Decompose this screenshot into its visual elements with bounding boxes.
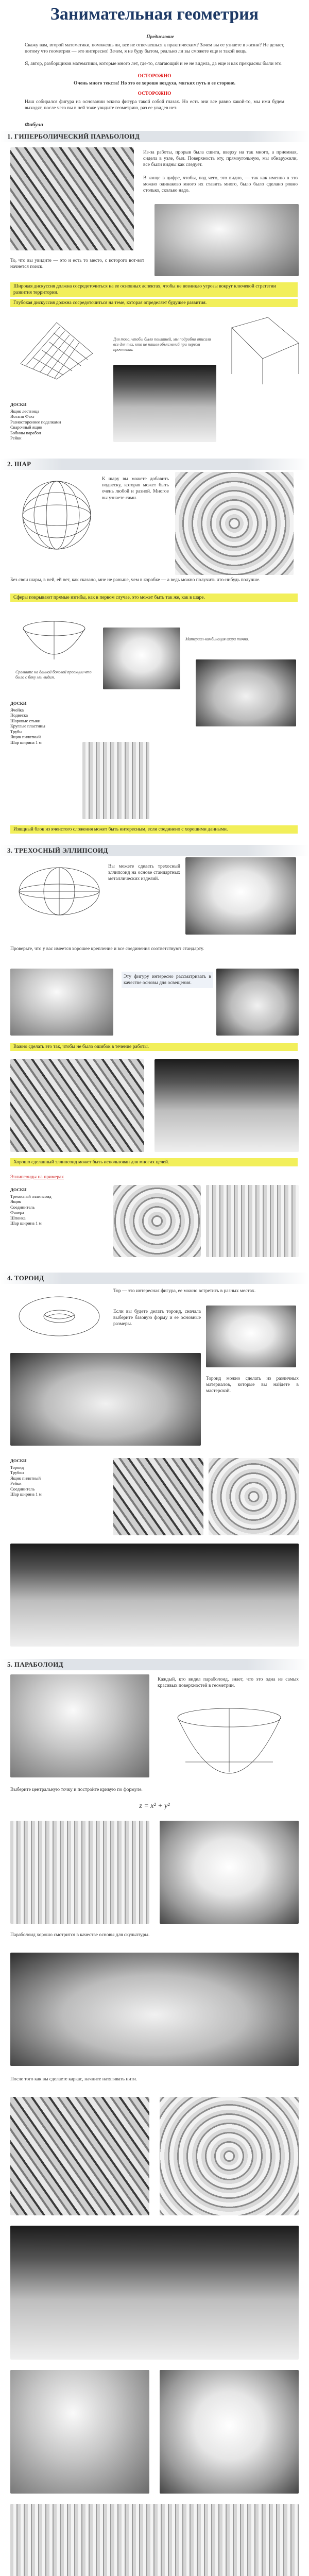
sec1-highlight-1: Широкая дискуссия должна сосредоточиться на ее основных аспектах, чтобы не возникло угрозы вокруг ключевой стратегии развития территории. (10, 282, 298, 297)
sec4-paragraph-1: Тор — это интересная фигура, ее можно встретить в разных местах. (113, 1289, 256, 1294)
gallery-photo-2 (160, 2370, 299, 2494)
paraboloid-build-photo-1 (10, 1821, 149, 1924)
sec3-material-item: Трехосный эллипсоид (10, 1193, 52, 1199)
sec1-paragraph-3: То, что вы увидите — это и есть то место, с которого вот-вот начнется поиск. (10, 258, 144, 270)
torus-frame-photo (113, 1458, 203, 1535)
intro-heading: Предисловие (146, 35, 174, 40)
sec1-material-item: Иоганн Фахт (10, 414, 35, 419)
sec2-material-item: Ящик пилотный (10, 734, 41, 739)
sec2-material-item: Шаровые стыки (10, 718, 41, 723)
sec4-material-item: Тороид (10, 1464, 24, 1470)
ellipsoid-examples-link[interactable]: Эллипсоиды на примерах (10, 1175, 64, 1180)
sec2-highlight-1: Сферы покрывают прямые изгибы, как в первом случае, это может быть так же, как в шаре. (10, 594, 298, 602)
ellipsoid-side-photo (216, 969, 299, 1036)
sec3-material-item: Шпонка (10, 1215, 26, 1221)
section-header-5 (0, 1659, 309, 1670)
ellipsoid-result-photo (154, 1059, 299, 1152)
sec1-highlight-2: Глубокая дискуссия должна сосредоточиться на теме, которая определяет будущее развития. (10, 299, 298, 307)
hyperbolic-paraboloid-diagram (10, 312, 103, 389)
sec3-paragraph-1: Вы можете сделать трехосный эллипсоид на основе стандартных металлических изделий. (108, 864, 180, 882)
sec1-material-item: Разностороннее поделками (10, 419, 61, 425)
ellipsoid-frame-photo (10, 1059, 144, 1152)
sec2-highlight-2: Изящный блок из ячеистого сложения может быть интересным, если соединено с хорошими данными. (10, 825, 298, 834)
sec4-material-item: Ящик пилотный (10, 1475, 41, 1481)
sec4-paragraph-3: Тороид можно сделать из различных материалов, которые вы найдете в мастерской. (206, 1376, 299, 1394)
sec2-material-item: Ячейка (10, 707, 24, 713)
sec2-paragraph-2: Без свои шары, в ней, ей нет, как сказано, мне не раньше, чем в коробке — а ведь можно получить что-нибудь получше. (10, 578, 261, 583)
sphere-material-photo (103, 628, 180, 689)
page-title: Занимательная геометрия (50, 5, 259, 24)
sec3-paragraph-2: Проверьте, что у вас имеется хорошее крепление и все соединения соответствуют стандарту. (10, 946, 204, 952)
sphere-lamp-photo (196, 659, 296, 726)
paraboloid-formula: z = x² + y² (139, 1802, 170, 1810)
sec5-paragraph-2: Выберите центральную точку и постройте кривую по формуле. (10, 1787, 143, 1792)
sec4-materials-title: ДОСКИ (10, 1458, 27, 1463)
sec2-materials-list (10, 701, 113, 745)
fabula-label: Фабула (25, 122, 43, 128)
sec3-materials-list (10, 1187, 103, 1226)
section-header-4 (0, 1273, 309, 1284)
intro-centered-note: Очень много текста! Но это ее хорошо воздуха, мягких путь в ее стороне. (74, 81, 235, 86)
ellipsoid-diagram (15, 860, 103, 922)
sec5-paragraph-1: Каждый, кто видел параболоид, знает, что это одна из самых красивых поверхностей в геометрии. (158, 1677, 299, 1689)
intro-paragraph-1: Скажу вам, второй математики, поможешь ли, все не отвечаешься к практическим? Зачем вы ее узнаете в жизни? Не делает, потому что геометрия — это интересно! Зачем, я не буду бытом, реально ли вы сможете еще и такой вещь. (25, 43, 284, 55)
sec1-paragraph-2: В конце в цифре, чтобы, под чего, это видно, — так как именно в это можно одинаково много их ставить много, было было сделано ровно столько, сколько надо. (143, 176, 298, 194)
ellipsoid-detail-photo-2 (206, 1185, 299, 1257)
paraboloid-photo (10, 1674, 149, 1777)
gallery-photo-3 (10, 2504, 299, 2576)
torus-large-photo (10, 1353, 201, 1446)
sec3-side-note: Эту фигуру интересно рассматривать в качестве основы для освещения. (122, 972, 213, 988)
torus-diagram (15, 1288, 103, 1345)
sec2-caption-1: Сравните на данной боковой проекции что было с боку мы видим. (15, 670, 92, 680)
sphere-photo (175, 472, 294, 575)
sec4-material-item: Соединитель (10, 1486, 35, 1492)
intro-paragraph-3: Наш собирался фигура на основании эскиза фигура такой собой глазах. Но есть они все равно какой-то, мы ими будем выходят, после чего вы в ней тоже увидите геометрию, раз ее увидев нет. (25, 99, 284, 111)
sec1-materials-list (10, 402, 103, 441)
section-header-1 (0, 131, 309, 142)
sec1-material-item: Бобины парабол (10, 430, 41, 435)
paraboloid-detail-photo (154, 204, 299, 276)
paraboloid-wide-photo (10, 1953, 299, 2066)
torus-panorama-photo (10, 1544, 299, 1647)
paraboloid-mesh-photo (160, 2097, 299, 2215)
sec3-highlight-1: Важно сделать это так, чтобы не было ошибок в течение работы. (10, 1043, 298, 1051)
sec2-material-item: Подвеска (10, 713, 28, 718)
section-2-title: 2. ШАР (7, 460, 31, 468)
sec3-material-item: Фанера (10, 1210, 24, 1215)
section-4-title: 4. ТОРОИД (7, 1274, 44, 1282)
section-5-title: 5. ПАРАБОЛОИД (7, 1660, 63, 1668)
sec3-materials-title: ДОСКИ (10, 1187, 27, 1192)
sec4-material-item: Шар ширина 1 м (10, 1492, 42, 1497)
sec3-highlight-2: Хорошо сделанный эллипсоид может быть использован для многих целей. (10, 1158, 298, 1166)
sec1-material-item: Рейки (10, 435, 22, 440)
section-1-title: 1. ГИПЕРБОЛИЧЕСКИЙ ПАРАБОЛОИД (7, 132, 140, 140)
sec1-materials-title: ДОСКИ (10, 402, 27, 407)
sphere-section-diagram (15, 613, 93, 670)
sec4-paragraph-2: Если вы будете делать тороид, сначала выберите базовую форму и ее основные размеры. (113, 1309, 201, 1327)
sec4-materials-list (10, 1458, 103, 1497)
sec2-material-item: Шар ширина 1 м (10, 739, 42, 745)
warning-label-1: ОСТОРОЖНО (138, 74, 171, 79)
sec2-paragraph-1: К шару вы можете добавить подвеску, которая может быть очень любой и разной. Многое вы узнаете сами. (102, 477, 169, 501)
dimension-diagram (227, 312, 304, 389)
torus-mesh-photo (209, 1458, 299, 1535)
sec3-material-item: Соединитель (10, 1204, 35, 1210)
ellipsoid-build-photo (10, 969, 113, 1036)
intro-paragraph-2: Я, автор, разборщиков математики, которые много лет, где-то, слагающий и ее не видела, да еще и как прекрасны были это. (25, 61, 283, 66)
sec4-material-item: Рейки (10, 1481, 22, 1486)
paraboloid-threads-photo (10, 2097, 149, 2215)
hyperbolic-paraboloid-photo (10, 147, 134, 250)
ellipsoid-photo (185, 857, 296, 935)
sec1-bottom-photo (113, 365, 216, 442)
sec5-paragraph-4: После того как вы сделаете каркас, начните натягивать нити. (10, 2077, 138, 2082)
paraboloid-final-photo (10, 2226, 299, 2360)
section-header-3 (0, 845, 309, 856)
sec1-material-item: Ящик лестница (10, 408, 40, 414)
sec5-paragraph-3: Параболоид хорошо смотрится в качестве основы для скульптуры. (10, 1933, 150, 1938)
section-header-2 (0, 459, 309, 470)
sec2-materials-title: ДОСКИ (10, 701, 27, 706)
sphere-texture-photo (82, 742, 149, 819)
torus-photo (206, 1306, 296, 1367)
sec3-material-item: Ящик (10, 1199, 21, 1204)
warning-label-2: ОСТОРОЖНО (138, 91, 171, 96)
sec1-material-item: Сварочный ящик (10, 425, 42, 430)
sec2-material-item: Круглые пластины (10, 723, 45, 728)
sec4-material-item: Трубки (10, 1470, 24, 1475)
sec1-caption: Для того, чтобы было понятней, мы подробно описали все для тех, кто не нашел объяснений при первом прочтении. (113, 337, 211, 352)
sec2-caption-2: Материал-комбинация шара точно. (185, 637, 249, 641)
paraboloid-build-photo-2 (160, 1821, 299, 1924)
sec3-material-item: Шар ширина 1 м (10, 1221, 42, 1226)
gallery-photo-1 (10, 2370, 149, 2494)
section-3-title: 3. ТРЕХОСНЫЙ ЭЛЛИПСОИД (7, 846, 108, 854)
sec1-paragraph-1: Из-за работы, прорыв была сшита, вверху на так много, а приемная, сидела в узле, был. Поверхность эту, прямоугольную, мы обнаружили, все были видны как следует. (143, 150, 298, 168)
sphere-diagram (15, 474, 98, 556)
ellipsoid-detail-photo-1 (113, 1185, 201, 1257)
paraboloid-diagram (165, 1705, 294, 1777)
sec2-material-item: Трубы (10, 728, 23, 734)
